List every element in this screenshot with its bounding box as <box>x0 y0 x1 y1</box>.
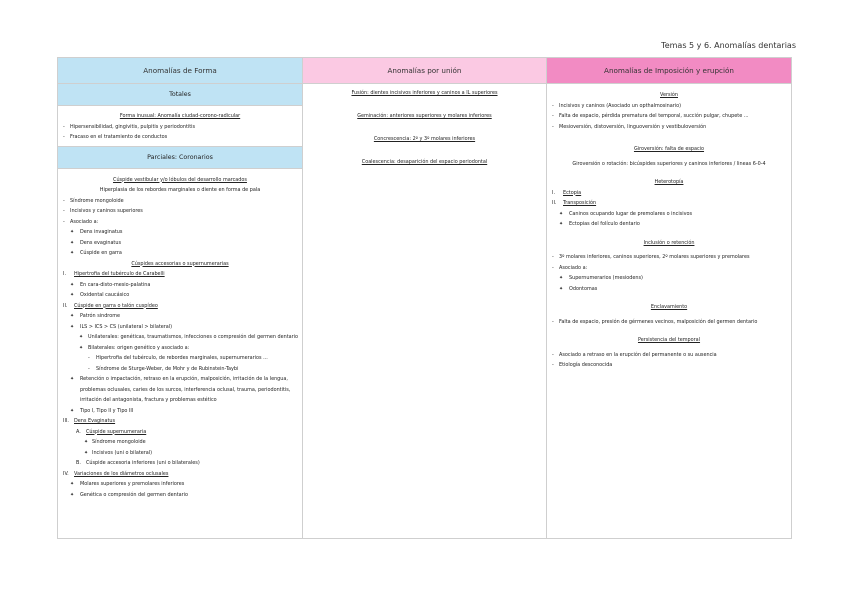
list-item: Cúspide accesoria inferiores (uni o bilaterales) <box>86 460 200 466</box>
letter-marker: A. <box>76 428 81 435</box>
roman-numeral: IV. <box>63 470 69 477</box>
parciales-heading-2: Hiperplasia de los rebordes marginales o diente en forma de pala <box>99 187 261 193</box>
list-item: - Síndrome mongoloide <box>62 196 298 207</box>
list-item: Cúspide en garra o talón cuspídeo <box>74 302 158 309</box>
column-forma: Anomalías de Forma Totales Forma inusual: Anomalía ciudad-corono-radicular - Hipersensibilidad, gingivitis, pulpitis y periodontitis - Fracaso en el tratamiento de conductos Parciales: Coronarios Cúspide vestibular y/o lóbulos del desarrollo marcados Hiperplasia de los rebordes marginales o diente en forma de pala - Síndrome mongoloide - Incisivos y caninos superiores - Asociado a: ✦ Dens invaginatus ✦ Dens evaginatus ✦ Cúspide en garra Cúspides accesorias o supernumerarias I. Hipertrofia del tubérculo de Carabelli ✦ En cara-disto-mesio-palatina ✦ Oxidental caucásico II. Cúspide en garra o talón cuspídeo ✦ Patrón sindrome ✦ ILS > ICS > CS (unilateral > bilateral) ✦ Unilaterales: genéticas, traumatismos, infecciones o compresión del germen dentario ✦ Bilaterales: origen genético y asociado a: - Hipertrofia del tubérculo, de rebordes marginales, supernumerarios ... - Síndrome de Sturge-Weber, de Mohr y de Rubinstein-Taybi ✦ Retención o impactación, retraso en la erupción, malposición, irritación de la lengua, problemas oclusales, caries de los surcos, interferencia oclusal, trauma, periodontitis, irritación del antagonista, fractura y problemas estético ✦ Tipo I, Tipo II y Tipo III III. Dens Evaginatus A. Cúspide supernumeraria ✦ Síndrome mongoloide ✦ Incisivos (uni o bilateral) B. Cúspide accesoria inferiores (uni o bilaterales) IV. Variaciones de los diámetros oclusales ✦ Molares superiores y premolares inferiores ✦ Genética o compresión del germen dentario <box>58 58 303 538</box>
list-item: - Falta de espacio, pérdida prematura del temporal, succión pulgar, chupete ... <box>551 111 787 122</box>
section-title-inclusion: Inclusión o retención <box>643 239 695 246</box>
list-item: Incisivos (uni o bilateral) <box>92 449 153 456</box>
list-item: En cara-disto-mesio-palatina <box>80 281 151 288</box>
list-item: - Incisivos y caninos superiores <box>62 206 298 217</box>
list-item: Dens evaginatus <box>80 239 122 246</box>
header-imposicion: Anomalías de Imposición y erupción <box>547 58 791 84</box>
header-forma: Anomalías de Forma <box>58 58 302 84</box>
list-item: Odontomas <box>569 285 598 292</box>
list-item: - Fracaso en el tratamiento de conductos <box>62 132 298 143</box>
list-item: Tipo I, Tipo II y Tipo III <box>80 407 134 414</box>
column-union <box>303 58 547 538</box>
list-item: Ectopia <box>563 189 582 196</box>
union-item-geminacion: Geminación: anteriores superiores y molares inferiores <box>357 113 492 119</box>
list-item: Oxidental caucásico <box>80 292 130 298</box>
section-title-heterotopia: Heterotopía <box>654 179 684 185</box>
list-item: Síndrome mongoloide <box>92 439 146 445</box>
list-item: Supernumerarios (mesiodens) <box>569 275 643 281</box>
list-item: Molares superiores y premolares inferiores <box>80 481 185 487</box>
letter-marker: B. <box>76 460 81 466</box>
totales-heading: Forma inusual: Anomalía ciudad-corono-radicular <box>119 113 241 119</box>
list-item: Variaciones de los diámetros oclusales <box>74 470 169 477</box>
list-item: Caninos ocupando lugar de premolares o incisivos <box>569 210 693 217</box>
list-item: - Falta de espacio, presión de gérmenes vecinos, malposición del germen dentario <box>551 317 787 328</box>
list-item: Dens invaginatus <box>80 229 123 235</box>
list-item: Dens Evaginatus <box>74 418 116 424</box>
anomalies-table <box>57 57 792 539</box>
list-item: Ectopias del folículo dentario <box>569 221 640 227</box>
column-imposicion: Anomalías de Imposición y erupción Versión - Incisivos y caninos (Asociado un opthalmosinario) - Falta de espacio, pérdida prematura del temporal, succión pulgar, chupete ... - Mesioversión, distoversión, linguoversión y vestibuloversión Giroversión: falta de espacio Giroversión o rotación: bicúspides superiores y caninos inferiores / lineas 6-0-4 Heterotopía I. Ectopia II. Transposición ✦ Caninos ocupando lugar de premolares o incisivos ✦ Ectopias del folículo dentario Inclusión o retención - 3º molares inferiores, caninos superiores, 2º molares superiores y premolares - Asociado a: ✦ Supernumerarios (mesiodens) ✦ Odontomas Enclavamiento - Falta de espacio, presión de gérmenes vecinos, malposición del germen dentario Persistencia del temporal - Asociado a retraso en la erupción del permanente o su ausencia - Etiología desconocida <box>547 58 791 538</box>
list-item: - Asociado a retraso en la erupción del permanente o su ausencia <box>551 350 787 361</box>
header-union: Anomalías por unión <box>303 58 546 84</box>
union-item-concrescencia: Concrescencia: 2º y 3º molares inferiores <box>373 136 476 142</box>
subheader-parciales: Parciales: Coronarios <box>58 146 302 169</box>
list-item: Cúspide en garra <box>80 250 122 256</box>
roman-numeral: II. <box>63 302 68 309</box>
list-item: - Asociado a: <box>551 263 787 274</box>
list-item: Patrón sindrome <box>80 313 120 319</box>
section-title-giroversion: Giroversión: falta de espacio <box>633 146 705 152</box>
section-title-version: Versión <box>660 92 678 98</box>
roman-numeral: I. <box>552 189 555 196</box>
section-title-persistencia: Persistencia del temporal <box>637 337 701 343</box>
roman-numeral: III. <box>63 418 69 424</box>
list-item: Retención o impactación, retraso en la erupción, malposición, irritación de la lengua, problemas oclusales, caries de los surcos, interferencia oclusal, trauma, periodontitis, irritación del antagonista, fractura y problemas estético <box>80 376 291 403</box>
list-item: Unilaterales: genéticas, traumatismos, infecciones o compresión del germen dentario <box>88 334 298 340</box>
giroversion-text: Giroversión o rotación: bicúspides superiores y caninos inferiores / lineas 6-0-4 <box>572 160 766 167</box>
list-item: Transposición <box>563 200 597 206</box>
union-item-fusion: Fusión: dientes incisivos inferiores y caninos a IL superiores <box>351 90 498 96</box>
list-item: Hipertrofia del tubérculo de Carabelli <box>74 271 165 277</box>
list-item: Cúspide supernumeraria <box>86 428 147 435</box>
roman-numeral: II. <box>552 200 557 206</box>
list-item: - Asociado a: <box>62 217 298 228</box>
list-item: - Incisivos y caninos (Asociado un opthalmosinario) <box>551 101 787 112</box>
roman-numeral: I. <box>63 271 66 277</box>
list-item: - Etiología desconocida <box>551 360 787 371</box>
list-item: Genética o compresión del germen dentario <box>80 491 188 498</box>
list-item: - Hipersensibilidad, gingivitis, pulpitis y periodontitis <box>62 122 298 133</box>
union-item-coalescencia: Coalescencia: desaparición del espacio periodontal <box>361 159 488 165</box>
document-title: Temas 5 y 6. Anomalías dentarias <box>661 41 796 50</box>
section-title-enclavamiento: Enclavamiento <box>650 304 688 310</box>
list-item: Bilaterales: origen genético y asociado a: <box>88 344 190 351</box>
list-item: - 3º molares inferiores, caninos superiores, 2º molares superiores y premolares <box>551 252 787 263</box>
cuspides-heading: Cúspides accesorias o supernumerarias <box>131 260 229 267</box>
subheader-totales: Totales <box>58 84 302 106</box>
list-item: ILS > ICS > CS (unilateral > bilateral) <box>80 323 173 330</box>
list-item: - Mesioversión, distoversión, linguoversión y vestibuloversión <box>551 122 787 133</box>
list-item: Hipertrofia del tubérculo, de rebordes marginales, supernumerarios ... <box>96 355 268 361</box>
list-item: Síndrome de Sturge-Weber, de Mohr y de Rubinstein-Taybi <box>96 365 239 372</box>
parciales-heading-1: Cúspide vestibular y/o lóbulos del desarrollo marcados <box>113 176 247 183</box>
